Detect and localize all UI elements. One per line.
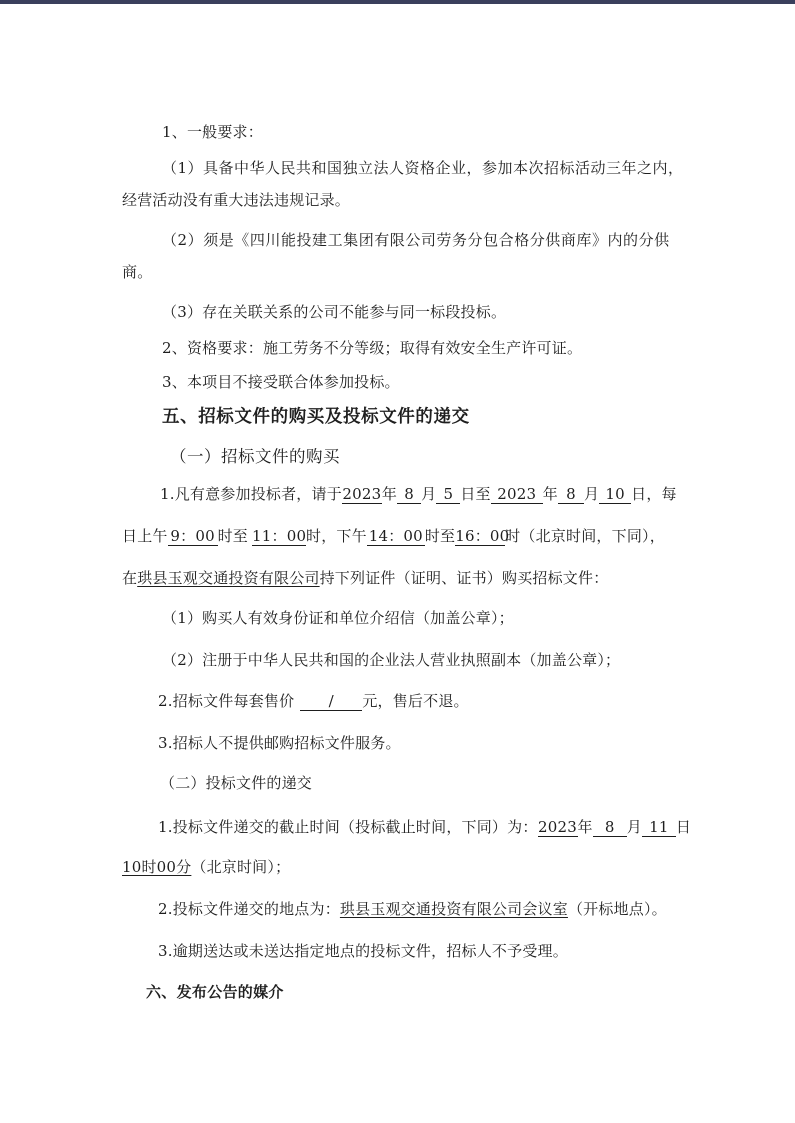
submission-location-line xyxy=(158,899,667,919)
purchase-period-line-1 xyxy=(160,484,677,504)
start-year-field: 2023 xyxy=(342,485,382,503)
deadline-month-field: 8 xyxy=(593,819,627,837)
requirement-3: （3）存在关联关系的公司不能参与同一标段投标。 xyxy=(162,303,507,321)
deadline-label: 1.投标文件递交的截止时间（投标截止时间，下同）为： xyxy=(158,818,538,836)
purchase-company-name: 珙县玉观交通投资有限公司 xyxy=(137,569,320,587)
late-submission-notice: 3.逾期送达或未送达指定地点的投标文件，招标人不予受理。 xyxy=(158,942,568,960)
deadline-day-field: 11 xyxy=(642,819,676,837)
beijing-time-note: （北京时间）； xyxy=(191,858,291,876)
afternoon-label: 时，下午 xyxy=(306,527,367,545)
month-label: 月 xyxy=(626,818,642,836)
am-end-field: 11：00 xyxy=(252,527,307,545)
requirement-1-line-2: 经营活动没有重大违法违规记录。 xyxy=(122,191,351,209)
day-label: 日 xyxy=(675,818,692,836)
purchase-intro-text: 1.凡有意参加投标者，请于 xyxy=(160,485,342,503)
end-year-field: 2023 xyxy=(491,486,543,504)
price-field: / xyxy=(300,693,362,711)
start-month-field: 8 xyxy=(397,486,421,504)
documents-required-text: 持下列证件（证明、证书）购买招标文件： xyxy=(319,569,609,587)
requirement-1-line-1: （1）具备中华人民共和国独立法人资格企业，参加本次招标活动三年之内， xyxy=(162,159,684,177)
location-label: 2.投标文件递交的地点为： xyxy=(158,900,340,918)
deadline-line-2 xyxy=(122,857,290,877)
year-label: 年 xyxy=(577,818,593,836)
top-border-line xyxy=(0,0,795,4)
price-unit-text: 元，售后不退。 xyxy=(362,692,469,710)
year-label: 年 xyxy=(381,485,398,503)
general-requirements-heading: 1、一般要求： xyxy=(162,123,263,141)
section-5-heading: 五、招标文件的购买及投标文件的递交 xyxy=(162,407,470,427)
pm-end-field: 16：00 xyxy=(455,527,510,545)
day-end-label: 日，每 xyxy=(631,485,677,503)
timezone-note: 时（北京时间，下同）， xyxy=(505,527,665,545)
deadline-time-field: 10时00分 xyxy=(122,858,192,876)
purchase-subheading: （一）招标文件的购买 xyxy=(170,447,340,466)
price-label: 2.招标文件每套售价 xyxy=(158,692,295,710)
requirement-2-line-2: 商。 xyxy=(122,263,153,281)
qualification-requirement: 2、资格要求：施工劳务不分等级；取得有效安全生产许可证。 xyxy=(162,339,583,357)
pm-start-field: 14：00 xyxy=(368,527,423,545)
month-label: 月 xyxy=(583,485,600,503)
required-document-2: （2）注册于中华人民共和国的企业法人营业执照副本（加盖公章）； xyxy=(162,651,621,669)
am-start-field: 9：00 xyxy=(168,528,218,546)
required-document-1: （1）购买人有效身份证和单位介绍信（加盖公章）； xyxy=(162,609,514,627)
section-6-heading: 六、发布公告的媒介 xyxy=(146,983,284,1001)
at-label: 在 xyxy=(122,569,138,587)
purchase-place-line xyxy=(122,568,608,588)
requirement-2-line-1: （2）须是《四川能投建工集团有限公司劳务分包合格分供商库》内的分供 xyxy=(162,231,670,249)
start-day-field: 5 xyxy=(436,486,460,504)
time-to-label: 时至 xyxy=(424,527,456,545)
end-day-field: 10 xyxy=(599,486,631,504)
year-label: 年 xyxy=(542,485,558,503)
submission-subheading: （二）投标文件的递交 xyxy=(160,774,313,792)
day-to-label: 日至 xyxy=(460,485,491,503)
deadline-line-1 xyxy=(158,817,691,837)
no-mail-order-notice: 3.招标人不提供邮购招标文件服务。 xyxy=(158,734,401,752)
morning-label: 日上午 xyxy=(122,527,168,545)
opening-location-note: （开标地点）。 xyxy=(567,900,667,918)
purchase-period-line-2 xyxy=(122,526,665,546)
month-label: 月 xyxy=(421,485,437,503)
end-month-field: 8 xyxy=(558,486,584,504)
submission-location: 珙县玉观交通投资有限公司会议室 xyxy=(339,900,568,918)
deadline-year-field: 2023 xyxy=(538,818,577,836)
no-consortium-notice: 3、本项目不接受联合体参加投标。 xyxy=(162,373,400,391)
time-to-label: 时至 xyxy=(217,527,249,545)
price-line xyxy=(158,691,469,711)
